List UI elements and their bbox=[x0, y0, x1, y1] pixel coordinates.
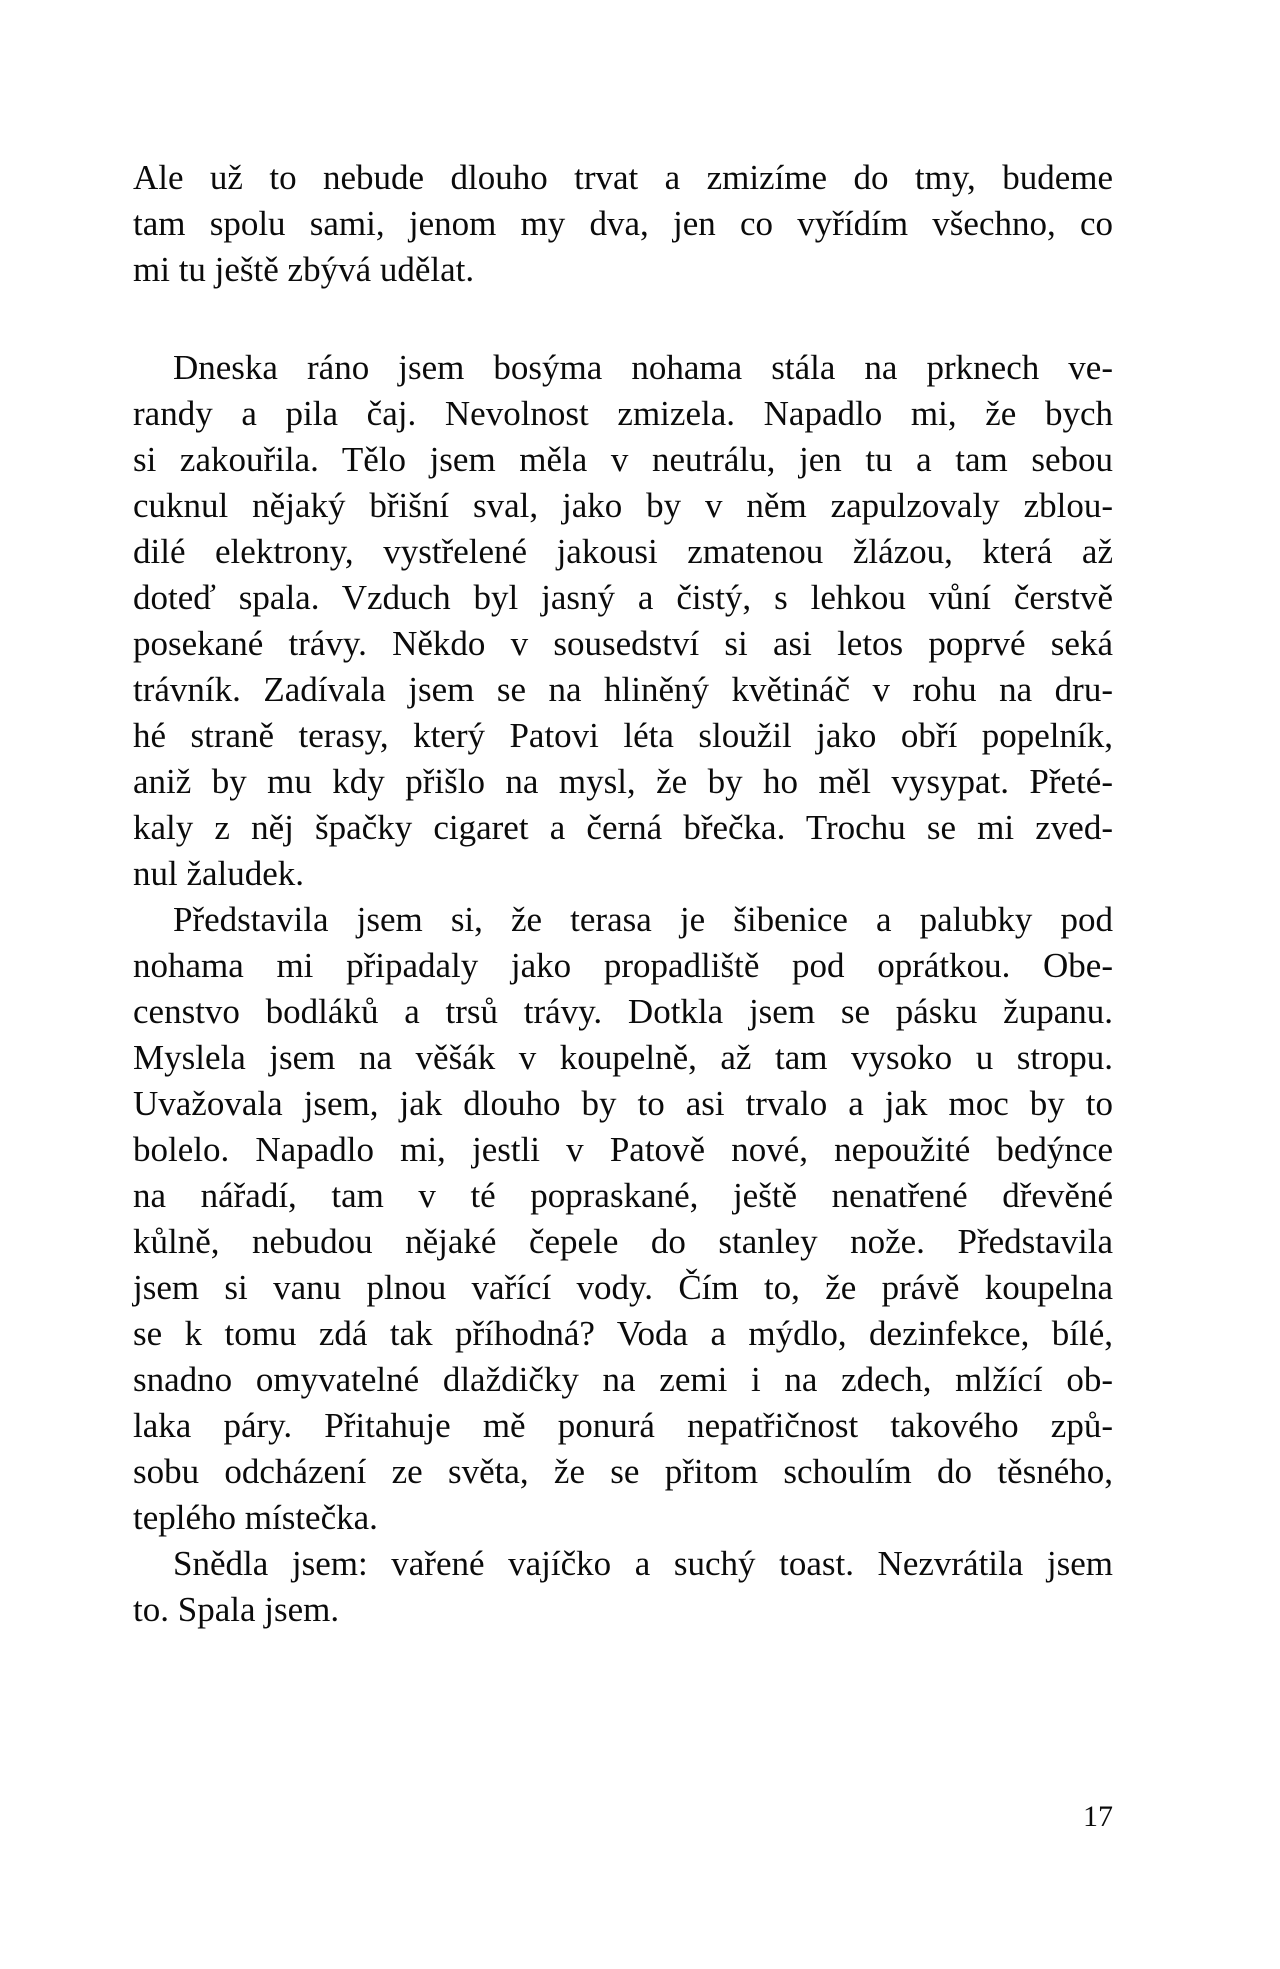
page-text bbox=[133, 155, 1113, 1633]
text-line: posekané trávy. Někdo v sousedství si asi letos poprvé seká bbox=[133, 624, 1113, 663]
text-line: aniž by mu kdy přišlo na mysl, že by ho měl vysypat. Přeté- bbox=[133, 762, 1113, 801]
text-line: Dneska ráno jsem bosýma nohama stála na prknech ve- bbox=[173, 348, 1113, 387]
text-line: dilé elektrony, vystřelené jakousi zmatenou žlázou, která až bbox=[133, 532, 1113, 571]
paragraph bbox=[133, 345, 1113, 897]
text-line: randy a pila čaj. Nevolnost zmizela. Napadlo mi, že bych bbox=[133, 394, 1113, 433]
text-line: na nářadí, tam v té popraskané, ještě nenatřené dřevěné bbox=[133, 1176, 1113, 1215]
text-line: doteď spala. Vzduch byl jasný a čistý, s lehkou vůní čerstvě bbox=[133, 578, 1113, 617]
paragraph bbox=[133, 1541, 1113, 1633]
paragraph bbox=[133, 155, 1113, 293]
text-line: mi tu ještě zbývá udělat. bbox=[133, 250, 475, 289]
text-line: Myslela jsem na věšák v koupelně, až tam vysoko u stropu. bbox=[133, 1038, 1113, 1077]
text-line: Ale už to nebude dlouho trvat a zmizíme do tmy, budeme bbox=[133, 158, 1113, 197]
text-line: laka páry. Přitahuje mě ponurá nepatřičnost takového způ- bbox=[133, 1406, 1113, 1445]
text-line: teplého místečka. bbox=[133, 1498, 378, 1537]
text-line: bolelo. Napadlo mi, jestli v Patově nové, nepoužité bedýnce bbox=[133, 1130, 1113, 1169]
text-line: kaly z něj špačky cigaret a černá břečka. Trochu se mi zved- bbox=[133, 808, 1113, 847]
text-line: sobu odcházení ze světa, že se přitom schoulím do těsného, bbox=[133, 1452, 1113, 1491]
text-line: to. Spala jsem. bbox=[133, 1590, 340, 1629]
text-line: nul žaludek. bbox=[133, 854, 305, 893]
text-line: hé straně terasy, který Patovi léta sloužil jako obří popelník, bbox=[133, 716, 1113, 755]
text-line: jsem si vanu plnou vařící vody. Čím to, že právě koupelna bbox=[133, 1268, 1113, 1307]
text-line: Představila jsem si, že terasa je šibenice a palubky pod bbox=[173, 900, 1113, 939]
text-line: si zakouřila. Tělo jsem měla v neutrálu, jen tu a tam sebou bbox=[133, 440, 1113, 479]
text-line: trávník. Zadívala jsem se na hliněný květináč v rohu na dru- bbox=[133, 670, 1113, 709]
text-line: cuknul nějaký břišní sval, jako by v něm zapulzovaly zblou- bbox=[133, 486, 1113, 525]
text-line: Uvažovala jsem, jak dlouho by to asi trvalo a jak moc by to bbox=[133, 1084, 1113, 1123]
page-number: 17 bbox=[1083, 1800, 1113, 1833]
text-line: censtvo bodláků a trsů trávy. Dotkla jsem se pásku županu. bbox=[133, 992, 1113, 1031]
text-line: se k tomu zdá tak příhodná? Voda a mýdlo, dezinfekce, bílé, bbox=[133, 1314, 1113, 1353]
text-line: nohama mi připadaly jako propadliště pod oprátkou. Obe- bbox=[133, 946, 1113, 985]
text-line: snadno omyvatelné dlaždičky na zemi i na zdech, mlžící ob- bbox=[133, 1360, 1113, 1399]
paragraph bbox=[133, 897, 1113, 1541]
text-line: Snědla jsem: vařené vajíčko a suchý toast. Nezvrátila jsem bbox=[173, 1544, 1113, 1583]
text-line: tam spolu sami, jenom my dva, jen co vyřídím všechno, co bbox=[133, 204, 1113, 243]
text-line: kůlně, nebudou nějaké čepele do stanley nože. Představila bbox=[133, 1222, 1113, 1261]
